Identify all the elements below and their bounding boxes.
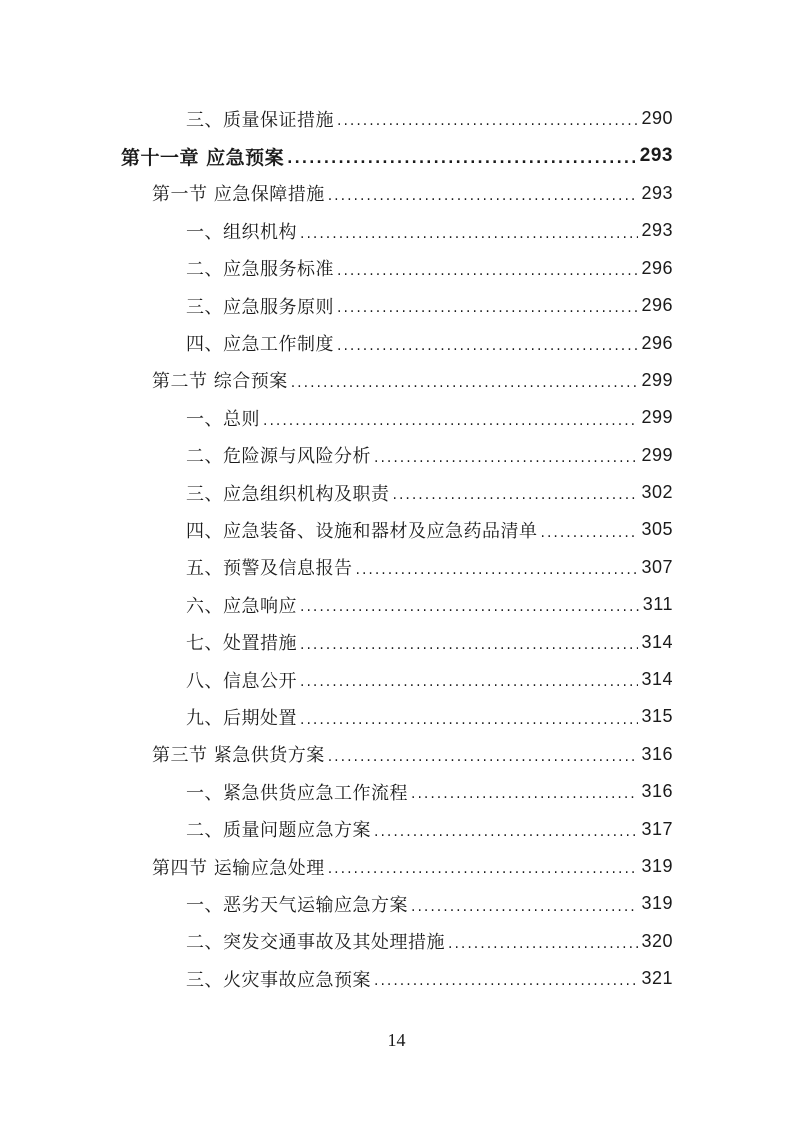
toc-entry-page: 290 xyxy=(641,108,673,129)
toc-entry[interactable] xyxy=(0,810,793,847)
toc-leader-dots xyxy=(328,861,639,885)
toc-entry-page: 296 xyxy=(641,295,673,316)
toc-entry-title: 四、应急装备、设施和器材及应急药品清单 xyxy=(186,520,538,542)
toc-entry[interactable] xyxy=(0,511,793,548)
toc-leader-dots xyxy=(291,375,639,399)
toc-entry-title: 第十一章 应急预案 xyxy=(121,146,285,169)
toc-entry[interactable] xyxy=(0,773,793,810)
toc-entry-title: 一、紧急供货应急工作流程 xyxy=(186,782,408,804)
toc-entry-page: 314 xyxy=(641,631,673,652)
toc-leader-dots xyxy=(374,824,638,848)
toc-entry-title: 二、突发交通事故及其处理措施 xyxy=(186,932,445,954)
toc-entry-title: 第二节 综合预案 xyxy=(152,371,288,393)
toc-entry[interactable] xyxy=(0,362,793,399)
toc-leader-dots xyxy=(300,599,640,623)
toc-entry[interactable] xyxy=(0,960,793,997)
toc-entry-page: 317 xyxy=(641,818,673,839)
toc-entry[interactable] xyxy=(0,100,793,137)
page-number: 14 xyxy=(387,1030,406,1050)
toc-entry-title: 三、火灾事故应急预案 xyxy=(186,969,371,991)
toc-entry-page: 311 xyxy=(642,594,673,615)
toc-entry-page: 319 xyxy=(641,893,673,914)
table-of-contents xyxy=(0,100,793,997)
toc-entry-page: 293 xyxy=(641,182,673,203)
toc-entry-page: 296 xyxy=(641,332,673,353)
toc-entry-page: 321 xyxy=(641,968,673,989)
toc-entry-title: 第一节 应急保障措施 xyxy=(152,184,325,206)
toc-entry[interactable] xyxy=(0,287,793,324)
toc-entry[interactable] xyxy=(0,848,793,885)
toc-entry[interactable] xyxy=(0,586,793,623)
toc-leader-dots xyxy=(337,338,638,362)
toc-entry-page: 316 xyxy=(641,781,673,802)
toc-entry[interactable] xyxy=(0,623,793,660)
toc-entry-title: 第三节 紧急供货方案 xyxy=(152,745,325,767)
toc-entry[interactable] xyxy=(0,437,793,474)
toc-leader-dots xyxy=(337,300,638,324)
toc-entry[interactable] xyxy=(0,137,793,174)
toc-leader-dots xyxy=(328,749,639,773)
toc-entry-page: 299 xyxy=(641,444,673,465)
toc-entry-title: 四、应急工作制度 xyxy=(186,334,334,356)
toc-leader-dots xyxy=(448,936,638,960)
toc-entry-page: 302 xyxy=(641,482,673,503)
toc-leader-dots xyxy=(337,263,638,287)
toc-leader-dots xyxy=(374,450,638,474)
toc-entry[interactable] xyxy=(0,212,793,249)
toc-entry-page: 299 xyxy=(641,407,673,428)
toc-entry-title: 六、应急响应 xyxy=(186,595,297,617)
toc-entry-title: 三、质量保证措施 xyxy=(186,109,334,131)
toc-leader-dots xyxy=(328,188,639,212)
toc-entry-page: 296 xyxy=(641,257,673,278)
toc-leader-dots xyxy=(300,226,638,250)
toc-entry[interactable] xyxy=(0,549,793,586)
toc-entry[interactable] xyxy=(0,698,793,735)
toc-entry[interactable] xyxy=(0,885,793,922)
toc-entry-title: 二、质量问题应急方案 xyxy=(186,820,371,842)
toc-entry-page: 315 xyxy=(641,706,673,727)
toc-entry-page: 314 xyxy=(641,669,673,690)
toc-entry-title: 三、应急服务原则 xyxy=(186,296,334,318)
toc-entry-title: 一、组织机构 xyxy=(186,221,297,243)
toc-entry-title: 三、应急组织机构及职责 xyxy=(186,483,390,505)
toc-entry[interactable] xyxy=(0,175,793,212)
toc-entry-title: 第四节 运输应急处理 xyxy=(152,857,325,879)
toc-entry-title: 七、处置措施 xyxy=(186,633,297,655)
toc-leader-dots xyxy=(337,113,638,137)
toc-entry-title: 一、恶劣天气运输应急方案 xyxy=(186,894,408,916)
toc-entry[interactable] xyxy=(0,399,793,436)
toc-entry-title: 二、应急服务标准 xyxy=(186,259,334,281)
toc-leader-dots xyxy=(411,786,638,810)
toc-leader-dots xyxy=(287,151,637,175)
toc-entry[interactable] xyxy=(0,661,793,698)
toc-leader-dots xyxy=(356,562,639,586)
toc-leader-dots xyxy=(300,637,638,661)
toc-entry-page: 320 xyxy=(641,930,673,951)
toc-entry-page: 293 xyxy=(641,220,673,241)
toc-entry[interactable] xyxy=(0,736,793,773)
toc-leader-dots xyxy=(393,487,639,511)
toc-entry[interactable] xyxy=(0,324,793,361)
toc-entry[interactable] xyxy=(0,250,793,287)
toc-entry-title: 九、后期处置 xyxy=(186,707,297,729)
toc-entry-page: 319 xyxy=(641,856,673,876)
toc-entry-title: 五、预警及信息报告 xyxy=(186,558,353,580)
toc-leader-dots xyxy=(300,712,638,736)
toc-leader-dots xyxy=(374,973,638,997)
toc-leader-dots xyxy=(411,899,638,923)
toc-leader-dots xyxy=(300,674,638,698)
toc-entry-page: 293 xyxy=(639,145,673,167)
toc-leader-dots xyxy=(263,413,638,437)
toc-entry-title: 二、危险源与风险分析 xyxy=(186,446,371,468)
toc-entry[interactable] xyxy=(0,474,793,511)
toc-entry-page: 316 xyxy=(641,743,673,764)
toc-entry-title: 一、总则 xyxy=(186,408,260,430)
toc-leader-dots xyxy=(541,525,639,549)
toc-entry-title: 八、信息公开 xyxy=(186,670,297,692)
toc-entry-page: 305 xyxy=(641,519,673,540)
toc-entry[interactable] xyxy=(0,923,793,960)
toc-entry-page: 299 xyxy=(641,369,673,390)
toc-entry-page: 307 xyxy=(641,556,673,577)
